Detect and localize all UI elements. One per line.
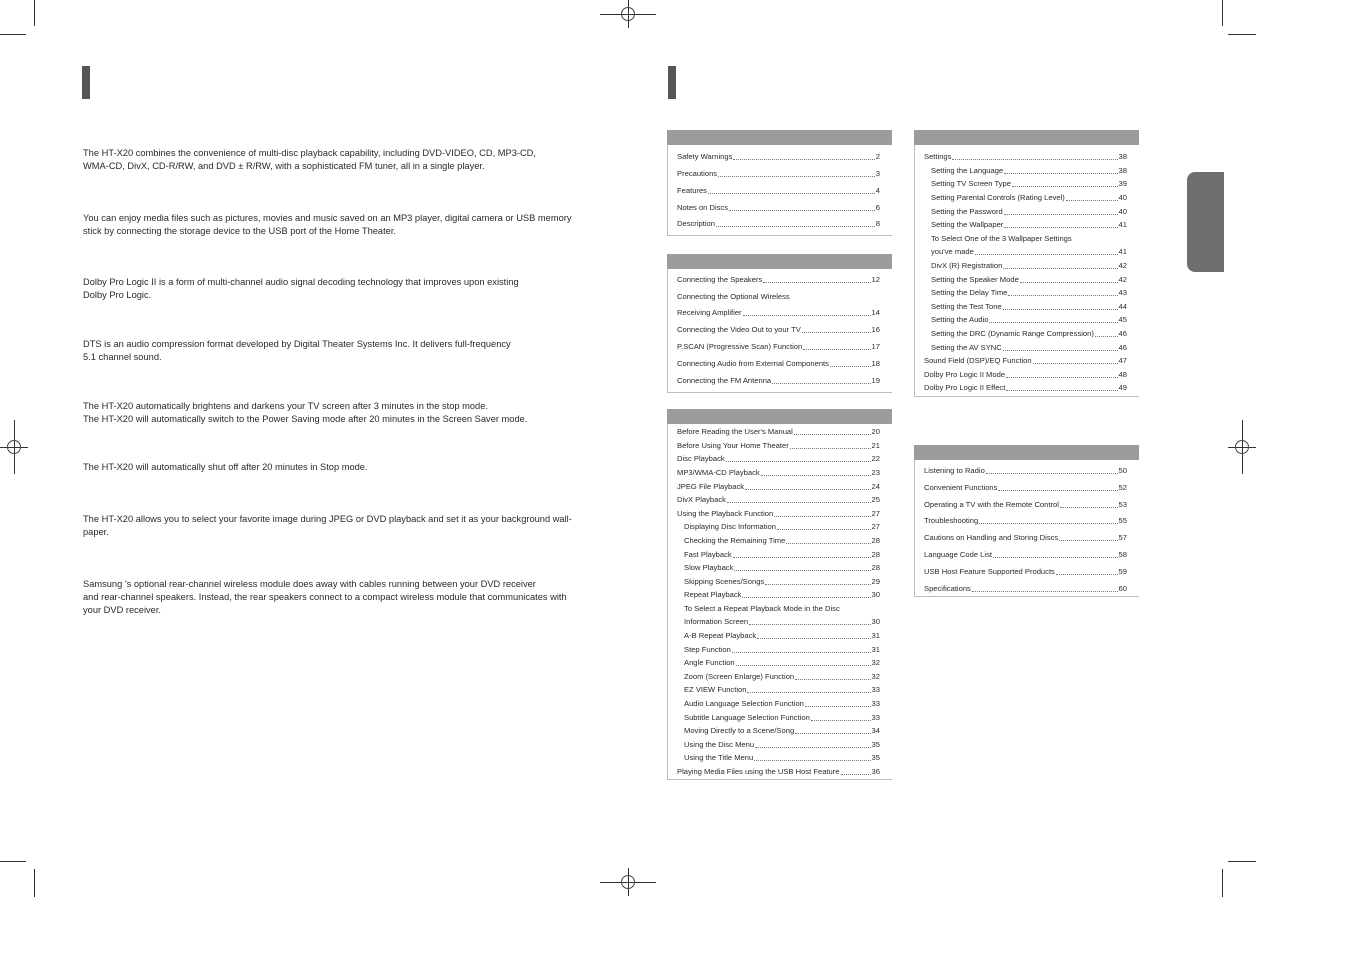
toc-subentry[interactable]: Setting Parental Controls (Rating Level) 40 <box>931 193 1127 202</box>
crop-mark <box>0 34 26 35</box>
toc-subentry[interactable]: Moving Directly to a Scene/Song 34 <box>684 726 880 735</box>
toc-subentry[interactable]: Using the Disc Menu 35 <box>684 740 880 749</box>
toc-entry[interactable]: Safety Warnings 2 <box>677 152 880 161</box>
toc-entry[interactable]: Precautions 3 <box>677 169 880 178</box>
toc-header-misc <box>914 445 1139 460</box>
toc-subentry[interactable]: Displaying Disc Information 27 <box>684 522 880 531</box>
toc-subentry[interactable]: you've made 41 <box>931 247 1127 256</box>
toc-entry[interactable]: USB Host Feature Supported Products 59 <box>924 567 1127 576</box>
toc-subentry[interactable]: Skipping Scenes/Songs 29 <box>684 577 880 586</box>
toc-subentry[interactable]: Fast Playback 28 <box>684 550 880 559</box>
toc-entry[interactable]: JPEG File Playback 24 <box>677 482 880 491</box>
toc-subentry[interactable]: Setting the Password 40 <box>931 207 1127 216</box>
toc-subentry[interactable]: Setting the Audio 45 <box>931 315 1127 324</box>
registration-circle <box>621 7 635 21</box>
toc-subentry[interactable]: To Select One of the 3 Wallpaper Settings <box>931 234 1072 243</box>
crop-mark <box>1222 869 1223 897</box>
toc-subentry[interactable]: Setting the Wallpaper 41 <box>931 220 1127 229</box>
toc-subentry[interactable]: Audio Language Selection Function 33 <box>684 699 880 708</box>
toc-subentry[interactable]: Setting the Test Tone 44 <box>931 302 1127 311</box>
toc-entry[interactable]: Connecting the FM Antenna 19 <box>677 376 880 385</box>
toc-entry[interactable]: Listening to Radio 50 <box>924 466 1127 475</box>
toc-subentry[interactable]: Repeat Playback 30 <box>684 590 880 599</box>
feature-paragraph: Dolby Pro Logic II is a form of multi-channel audio signal decoding technology that improves upon existing Dolby Pro Logic. <box>83 277 519 300</box>
toc-entry[interactable]: Operating a TV with the Remote Control 53 <box>924 500 1127 509</box>
toc-entry[interactable]: Disc Playback 22 <box>677 454 880 463</box>
toc-subentry[interactable]: Setting the Delay Time 43 <box>931 288 1127 297</box>
toc-entry[interactable]: Features 4 <box>677 186 880 195</box>
crop-mark <box>34 869 35 897</box>
toc-entry[interactable]: MP3/WMA-CD Playback 23 <box>677 468 880 477</box>
contents-title-bar <box>668 66 676 99</box>
feature-paragraph: The HT-X20 automatically brightens and darkens your TV screen after 3 minutes in the stop mode. The HT-X20 will automatically switch to the Power Saving mode after 20 minutes in the Screen Saver mode. <box>83 401 528 424</box>
toc-entry[interactable]: Connecting the Optional Wireless <box>677 292 790 301</box>
registration-circle <box>1235 440 1249 454</box>
toc-subentry[interactable]: Using the Title Menu 35 <box>684 753 880 762</box>
registration-circle <box>621 875 635 889</box>
toc-subentry[interactable]: Subtitle Language Selection Function 33 <box>684 713 880 722</box>
toc-entry[interactable]: DivX Playback 25 <box>677 495 880 504</box>
toc-header-setup <box>914 130 1139 145</box>
toc-header-preparation <box>667 130 892 145</box>
toc-subentry[interactable]: Setting the DRC (Dynamic Range Compression) 46 <box>931 329 1127 338</box>
toc-entry[interactable]: Connecting the Speakers 12 <box>677 275 880 284</box>
toc-entry[interactable]: Before Using Your Home Theater 21 <box>677 441 880 450</box>
toc-subentry[interactable]: Checking the Remaining Time 28 <box>684 536 880 545</box>
crop-mark <box>0 861 26 862</box>
toc-subentry[interactable]: DivX (R) Registration 42 <box>931 261 1127 270</box>
toc-entry[interactable]: Connecting the Video Out to your TV 16 <box>677 325 880 334</box>
toc-subentry[interactable]: EZ VIEW Function 33 <box>684 685 880 694</box>
toc-entry[interactable]: Receiving Amplifier 14 <box>677 308 880 317</box>
toc-entry[interactable]: Using the Playback Function 27 <box>677 509 880 518</box>
toc-entry[interactable]: Language Code List 58 <box>924 550 1127 559</box>
crop-mark <box>1228 861 1256 862</box>
toc-box-misc <box>914 460 1139 597</box>
toc-subentry[interactable]: To Select a Repeat Playback Mode in the Disc <box>684 604 840 613</box>
toc-entry[interactable]: Troubleshooting 55 <box>924 516 1127 525</box>
toc-subentry[interactable]: Setting TV Screen Type 39 <box>931 179 1127 188</box>
toc-subentry[interactable]: Angle Function 32 <box>684 658 880 667</box>
toc-subentry[interactable]: Information Screen 30 <box>684 617 880 626</box>
toc-subentry[interactable]: Slow Playback 28 <box>684 563 880 572</box>
toc-entry[interactable]: Before Reading the User's Manual 20 <box>677 427 880 436</box>
toc-subentry[interactable]: Zoom (Screen Enlarge) Function 32 <box>684 672 880 681</box>
toc-subentry[interactable]: Setting the Language 38 <box>931 166 1127 175</box>
toc-entry[interactable]: Dolby Pro Logic II Mode 48 <box>924 370 1127 379</box>
toc-entry[interactable]: Sound Field (DSP)/EQ Function 47 <box>924 356 1127 365</box>
toc-entry[interactable]: Notes on Discs 6 <box>677 203 880 212</box>
toc-header-operation <box>667 409 892 424</box>
toc-entry[interactable]: Connecting Audio from External Components 18 <box>677 359 880 368</box>
toc-entry[interactable]: Specifications 60 <box>924 584 1127 593</box>
feature-paragraph: The HT-X20 combines the convenience of multi-disc playback capability, including DVD-VIDEO, CD, MP3-CD, WMA-CD, DivX, CD-R/RW, and DVD ± R/RW, with a sophisticated FM tuner, all in a single player. <box>83 148 536 171</box>
feature-paragraph: DTS is an audio compression format developed by Digital Theater Systems Inc. It delivers full-frequency 5.1 channel sound. <box>83 339 511 362</box>
feature-paragraph: Samsung 's optional rear-channel wireless module does away with cables running between your DVD receiver and rear-channel speakers. Instead, the rear speakers connect to a compact wireless module that communicates with your DVD receiver. <box>83 579 567 615</box>
crop-mark <box>1228 34 1256 35</box>
feature-paragraph: The HT-X20 allows you to select your favorite image during JPEG or DVD playback and set it as your background wall- paper. <box>83 514 572 537</box>
toc-subentry[interactable]: Step Function 31 <box>684 645 880 654</box>
crop-mark <box>34 0 35 26</box>
toc-entry[interactable]: Settings 38 <box>924 152 1127 161</box>
feature-paragraph: You can enjoy media files such as pictures, movies and music saved on an MP3 player, digital camera or USB memory stick by connecting the storage device to the USB port of the Home Theater. <box>83 213 572 236</box>
feature-paragraph: The HT-X20 will automatically shut off after 20 minutes in Stop mode. <box>83 462 368 472</box>
toc-subentry[interactable]: A-B Repeat Playback 31 <box>684 631 880 640</box>
toc-entry[interactable]: Dolby Pro Logic II Effect 49 <box>924 383 1127 392</box>
toc-subentry[interactable]: Setting the AV SYNC 46 <box>931 343 1127 352</box>
toc-subentry[interactable]: Setting the Speaker Mode 42 <box>931 275 1127 284</box>
toc-entry[interactable]: Convenient Functions 52 <box>924 483 1127 492</box>
crop-mark <box>1222 0 1223 26</box>
toc-entry[interactable]: Playing Media Files using the USB Host Feature 36 <box>677 767 880 776</box>
section-tab <box>1187 172 1224 272</box>
features-title-bar <box>82 66 90 99</box>
toc-header-connections <box>667 254 892 269</box>
toc-entry[interactable]: Cautions on Handling and Storing Discs 57 <box>924 533 1127 542</box>
registration-circle <box>7 440 21 454</box>
toc-entry[interactable]: Description 8 <box>677 219 880 228</box>
toc-entry[interactable]: P.SCAN (Progressive Scan) Function 17 <box>677 342 880 351</box>
